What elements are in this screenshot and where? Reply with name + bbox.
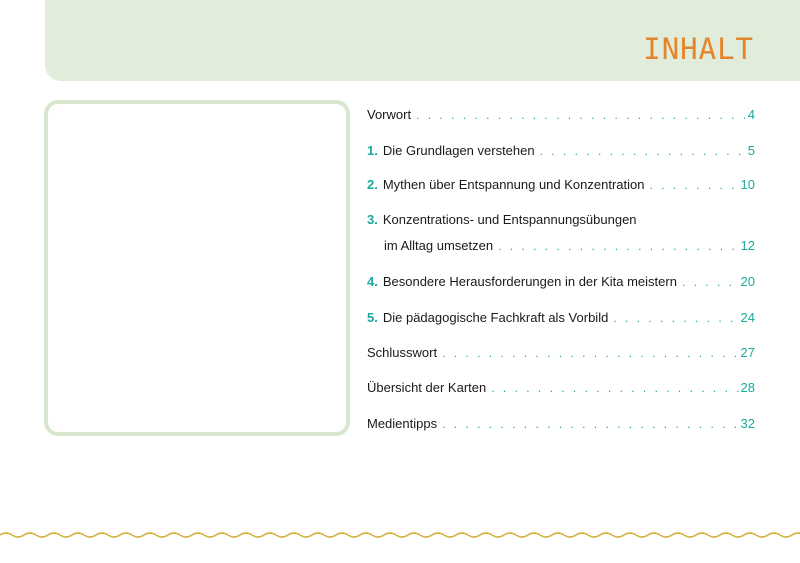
toc-entry-page: 27 <box>740 345 755 360</box>
toc-entry-number: 4. <box>367 274 378 289</box>
header-band <box>45 0 800 81</box>
toc-entry-label: Die pädagogische Fachkraft als Vorbild <box>382 310 609 325</box>
toc-entry-page: 5 <box>747 143 755 158</box>
toc-entry-label: Medientipps <box>367 416 438 431</box>
wavy-divider <box>0 528 800 542</box>
leader-dots <box>442 346 738 360</box>
toc-entry-page: 24 <box>740 310 755 325</box>
toc-entry-uebersicht[interactable] <box>367 380 755 402</box>
leader-dots <box>442 417 738 431</box>
leader-dots <box>491 381 738 395</box>
leader-dots <box>649 178 738 192</box>
toc-entry-label: Konzentrations- und Entspannungsübungen <box>382 212 637 227</box>
leader-dots <box>682 275 739 289</box>
leader-dots <box>416 108 746 122</box>
toc-entry-4[interactable] <box>367 274 755 296</box>
toc-entry-page: 12 <box>740 238 755 253</box>
toc-entry-number: 1. <box>367 143 378 158</box>
toc-entry-label: Die Grundlagen verstehen <box>382 143 535 158</box>
toc-entry-label-cont: im Alltag umsetzen <box>384 238 494 253</box>
toc-entry-vorwort[interactable] <box>367 107 755 129</box>
toc-entry-medientipps[interactable] <box>367 416 755 438</box>
toc-entry-2[interactable] <box>367 177 755 199</box>
leader-dots <box>613 311 738 325</box>
toc-entry-label: Vorwort <box>367 107 412 122</box>
toc-entry-page: 28 <box>740 380 755 395</box>
page-title: INHALT <box>643 32 754 66</box>
toc-entry-label: Schlusswort <box>367 345 438 360</box>
toc-entry-3[interactable] <box>367 212 755 234</box>
toc-entry-1[interactable] <box>367 143 755 165</box>
toc-entry-page: 20 <box>740 274 755 289</box>
toc-entry-3-continuation[interactable] <box>367 238 755 260</box>
leader-dots <box>540 144 746 158</box>
toc-entry-page: 10 <box>740 177 755 192</box>
toc-entry-label: Mythen über Entspannung und Konzentration <box>382 177 645 192</box>
toc-entry-page: 32 <box>740 416 755 431</box>
toc-entry-page: 4 <box>747 107 755 122</box>
toc-entry-number: 3. <box>367 212 378 227</box>
toc-entry-5[interactable] <box>367 310 755 332</box>
image-placeholder-frame <box>44 100 350 436</box>
toc-entry-number: 2. <box>367 177 378 192</box>
toc-entry-label: Besondere Herausforderungen in der Kita meistern <box>382 274 677 289</box>
toc-entry-schlusswort[interactable] <box>367 345 755 367</box>
toc-entry-number: 5. <box>367 310 378 325</box>
toc-entry-label: Übersicht der Karten <box>367 380 487 395</box>
leader-dots <box>498 239 738 253</box>
